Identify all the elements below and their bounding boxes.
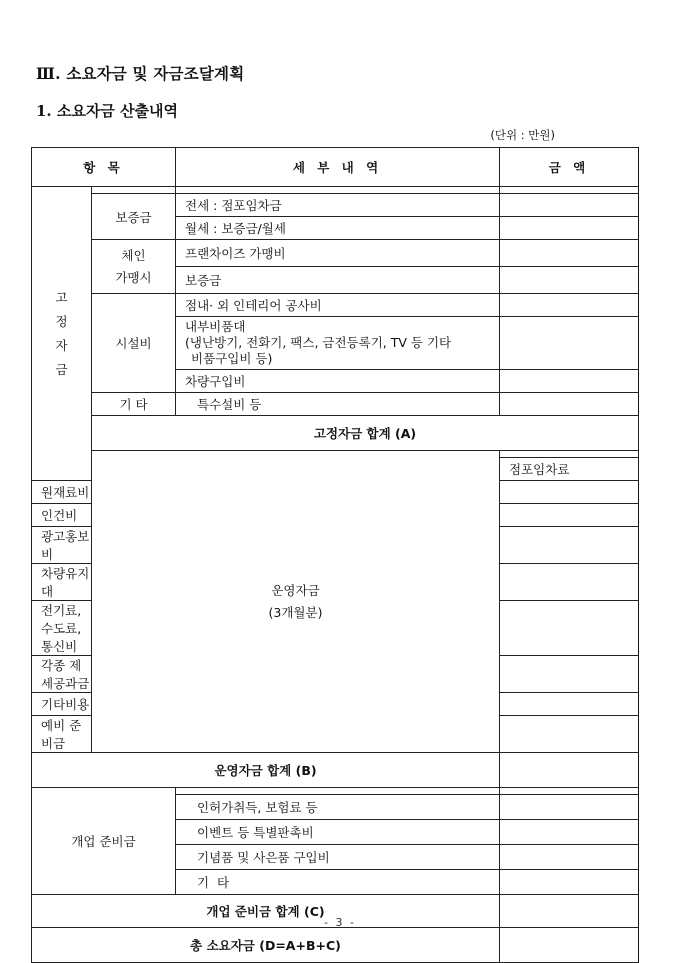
fixed-funds-label: 고 정 자 금 — [32, 187, 92, 481]
amount-cell[interactable] — [500, 601, 639, 656]
grand-total-amount[interactable] — [500, 928, 639, 963]
table-row — [32, 393, 639, 416]
spacer-row — [32, 187, 639, 194]
amount-cell[interactable] — [500, 527, 639, 564]
amount-cell[interactable] — [500, 317, 639, 370]
amount-cell[interactable] — [500, 656, 639, 693]
section-title: Ⅲ. 소요자금 및 자금조달계획 — [36, 64, 245, 83]
table-row — [32, 240, 639, 267]
header-amount: 금 액 — [500, 148, 639, 187]
amount-cell[interactable] — [500, 693, 639, 716]
opening-total-label: 개업 준비금 합계 (C) — [32, 895, 500, 928]
detail-cell: 점포임차료 — [500, 458, 639, 481]
detail-cell: 이벤트 등 특별판촉비 — [176, 820, 500, 845]
amount-cell[interactable] — [500, 481, 639, 504]
header-item: 항 목 — [32, 148, 176, 187]
subsection-title: 1. 소요자금 산출내역 — [36, 102, 179, 120]
detail-cell: 보증금 — [176, 267, 500, 294]
amount-cell[interactable] — [500, 820, 639, 845]
operating-total-label: 운영자금 합계 (B) — [32, 753, 500, 788]
amount-cell[interactable] — [500, 504, 639, 527]
detail-cell: 차량구입비 — [176, 370, 500, 393]
amount-cell[interactable] — [500, 294, 639, 317]
amount-cell[interactable] — [500, 370, 639, 393]
opening-funds-label: 개업 준비금 — [32, 788, 176, 895]
table-row — [32, 294, 639, 317]
table-row — [32, 194, 639, 217]
operating-total-amount[interactable] — [500, 753, 639, 788]
franchise-label: 체인 가맹시 — [92, 240, 176, 294]
detail-cell: 광고홍보비 — [32, 527, 92, 564]
detail-cell: 기념품 및 사은품 구입비 — [176, 845, 500, 870]
spacer-row — [32, 788, 639, 795]
fixed-total-row — [32, 416, 639, 451]
unit-note: (단위 : 만원) — [490, 128, 555, 142]
grand-total-label: 총 소요자금 (D=A+B+C) — [32, 928, 500, 963]
amount-cell[interactable] — [500, 217, 639, 240]
detail-cell: 각종 제세공과금 — [32, 656, 92, 693]
detail-cell: 특수설비 등 — [176, 393, 500, 416]
detail-cell: 기 타 — [176, 870, 500, 895]
detail-cell: 기타비용 — [32, 693, 92, 716]
detail-cell: 프랜차이즈 가맹비 — [176, 240, 500, 267]
amount-cell[interactable] — [500, 564, 639, 601]
detail-cell: 인허가취득, 보험료 등 — [176, 795, 500, 820]
facility-label: 시설비 — [92, 294, 176, 393]
amount-cell[interactable] — [500, 870, 639, 895]
amount-cell[interactable] — [500, 716, 639, 753]
fixed-total-label: 고정자금 합계 (A) — [92, 416, 639, 451]
required-funds-table — [31, 147, 639, 963]
amount-cell[interactable] — [500, 267, 639, 294]
detail-cell: 전세 : 점포임차금 — [176, 194, 500, 217]
header-detail: 세 부 내 역 — [176, 148, 500, 187]
operating-funds-label: 운영자금 (3개월분) — [92, 451, 500, 753]
detail-cell: 월세 : 보증금/월세 — [176, 217, 500, 240]
detail-cell: 점내· 외 인테리어 공사비 — [176, 294, 500, 317]
detail-cell: 인건비 — [32, 504, 92, 527]
detail-cell: 예비 준비금 — [32, 716, 92, 753]
amount-cell[interactable] — [500, 194, 639, 217]
spacer-row — [32, 451, 639, 458]
other-label: 기 타 — [92, 393, 176, 416]
detail-cell-multiline: 내부비품대 (냉난방기, 전화기, 팩스, 금전등록기, TV 등 기타 비품구입비 등) — [176, 317, 500, 370]
amount-cell[interactable] — [500, 845, 639, 870]
detail-cell: 원재료비 — [32, 481, 92, 504]
header-row — [32, 148, 639, 187]
deposit-label: 보증금 — [92, 194, 176, 240]
detail-cell: 차량유지대 — [32, 564, 92, 601]
detail-cell: 전기료, 수도료, 통신비 — [32, 601, 92, 656]
amount-cell[interactable] — [500, 795, 639, 820]
amount-cell[interactable] — [500, 393, 639, 416]
grand-total-row — [32, 928, 639, 963]
amount-cell[interactable] — [500, 240, 639, 267]
operating-total-row — [32, 753, 639, 788]
page-number: - 3 - — [324, 916, 356, 929]
